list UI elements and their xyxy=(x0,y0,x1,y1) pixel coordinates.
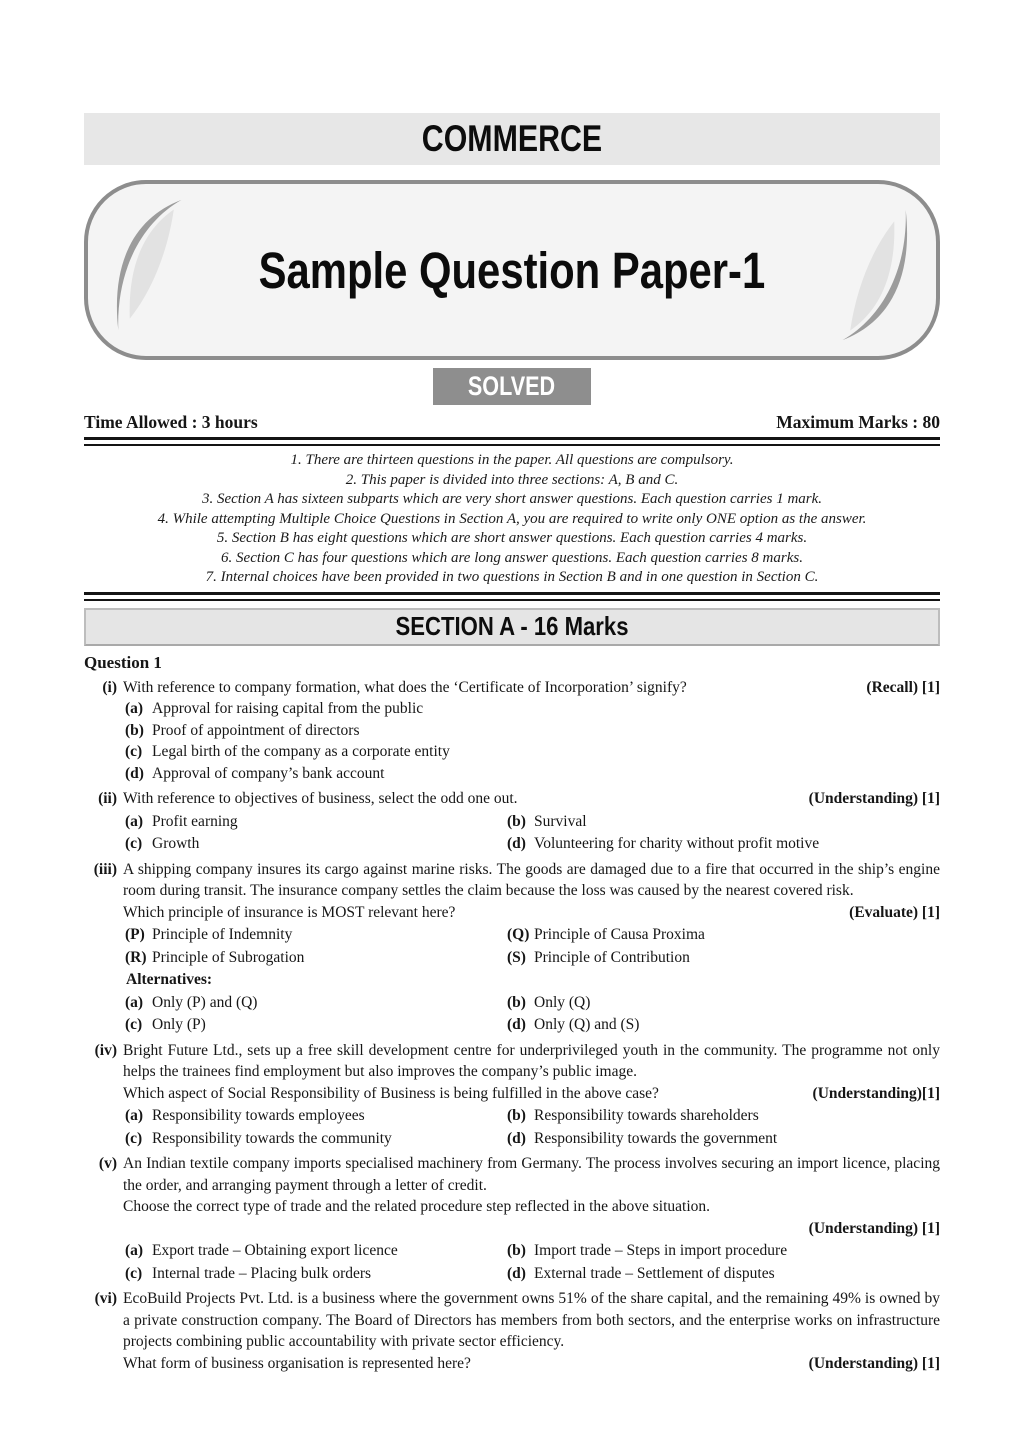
option-label: (b) xyxy=(507,1242,526,1259)
part-number: (vi) xyxy=(94,1290,117,1307)
statement-option-row xyxy=(123,924,940,946)
option-label: (c) xyxy=(125,1264,143,1282)
option-label: (b) xyxy=(507,812,526,830)
marks-tag: (Understanding) [1] xyxy=(808,1354,940,1372)
maximum-marks: Maximum Marks : 80 xyxy=(776,412,940,432)
instruction-line: 2. This paper is divided into three sections: A, B and C. xyxy=(345,471,679,488)
instruction-line: 7. Internal choices have been provided in two questions in Section B and in one question in Section C. xyxy=(205,569,819,585)
instruction-line: 5. Section B has eight questions which are short answer questions. Each question carries 4 marks. xyxy=(216,530,808,546)
meta-row xyxy=(84,412,940,433)
part-number: (ii) xyxy=(98,790,117,807)
option-text: Profit earning xyxy=(152,812,238,830)
solved-badge xyxy=(433,368,590,405)
option-label: (S) xyxy=(507,948,526,966)
option-text: Principle of Subrogation xyxy=(152,948,305,966)
swoosh-right-icon xyxy=(838,208,916,342)
time-allowed: Time Allowed : 3 hours xyxy=(84,412,258,432)
option-label: (c) xyxy=(125,1129,143,1147)
option-row xyxy=(123,811,940,833)
swoosh-left-icon xyxy=(108,198,186,332)
option-label: (b) xyxy=(507,993,526,1011)
solved-badge-label: SOLVED xyxy=(468,371,556,401)
option-label: (P) xyxy=(125,926,145,943)
question-part-iv xyxy=(84,1040,940,1150)
option-text: Legal birth of the company as a corporate entity xyxy=(152,743,450,760)
option-label: (a) xyxy=(125,993,144,1011)
option-text: Principle of Contribution xyxy=(534,948,690,966)
marks-tag: (Understanding)[1] xyxy=(812,1084,940,1102)
question-part-vi xyxy=(84,1288,940,1374)
option-text: Approval of company’s bank account xyxy=(152,764,385,782)
option-row xyxy=(123,1014,940,1036)
subject-title: COMMERCE xyxy=(421,118,603,159)
option-text: Responsibility towards employees xyxy=(152,1107,365,1124)
option-label: (c) xyxy=(125,1016,143,1033)
option-label: (a) xyxy=(125,700,144,717)
question-part-ii xyxy=(84,788,940,855)
section-a-title: SECTION A - 16 Marks xyxy=(395,611,629,641)
question-text: Which principle of insurance is MOST relevant here? xyxy=(123,903,456,921)
question-part-v xyxy=(84,1153,940,1284)
subject-bar xyxy=(84,113,940,165)
option-label: (d) xyxy=(507,1264,526,1282)
option-text: External trade – Settlement of disputes xyxy=(534,1264,775,1282)
marks-tag: (Understanding) [1] xyxy=(808,790,940,807)
option-row xyxy=(123,1128,940,1150)
option-label: (d) xyxy=(507,835,526,852)
question-1-heading: Question 1 xyxy=(84,652,162,672)
option-row xyxy=(123,833,940,855)
option-row xyxy=(123,741,940,763)
option-text: Responsibility towards the community xyxy=(152,1129,392,1147)
option-text: Only (P) xyxy=(152,1016,206,1033)
option-label: (a) xyxy=(125,1107,144,1124)
marks-tag: (Evaluate) [1] xyxy=(849,903,940,921)
statement-paragraph: An Indian textile company imports specialised machinery from Germany. The process involves securing an import licence, placing the order, and arranging payment through a letter of credit. xyxy=(123,1155,940,1194)
option-row xyxy=(123,763,940,785)
question-1-body xyxy=(84,677,940,1375)
part-number: (iv) xyxy=(94,1041,117,1059)
option-label: (a) xyxy=(125,812,144,830)
option-text: Only (P) and (Q) xyxy=(152,993,258,1011)
question-text: Which aspect of Social Responsibility of Business is being fulfilled in the above case? xyxy=(123,1084,659,1102)
option-text: Growth xyxy=(152,835,200,852)
paper-title-box xyxy=(84,180,940,360)
question-text: Choose the correct type of trade and the related procedure step reflected in the above situation. xyxy=(123,1198,711,1215)
instructions-list xyxy=(84,451,940,588)
option-text: Principle of Indemnity xyxy=(152,926,293,943)
option-label: (c) xyxy=(125,835,143,852)
question-text: What form of business organisation is represented here? xyxy=(123,1354,471,1372)
marks-tag: (Recall) [1] xyxy=(866,678,940,696)
option-row xyxy=(123,1263,940,1285)
option-label: (a) xyxy=(125,1242,144,1259)
instruction-line: 6. Section C has four questions which are long answer questions. Each question carries 8 marks. xyxy=(221,549,803,566)
question-text: With reference to objectives of business, select the odd one out. xyxy=(123,790,518,807)
question-part-iii xyxy=(84,859,940,1036)
option-label: (b) xyxy=(125,721,144,739)
option-row xyxy=(123,1105,940,1127)
instruction-line: 3. Section A has sixteen subparts which are very short answer questions. Each question carries 1 mark. xyxy=(201,491,823,507)
statement-paragraph: A shipping company insures its cargo against marine risks. The goods are damaged due to a fire that occurred in the ship’s engine room during transit. The insurance company settles the claim because the loss was caused by the nearest covered risk. xyxy=(123,860,940,899)
statement-paragraph: Bright Future Ltd., sets up a free skill development centre for underprivileged youth in the community. The programme not only helps the trainees find employment but also improves the company’s public image. xyxy=(123,1041,940,1080)
option-label: (Q) xyxy=(507,926,530,943)
option-text: Responsibility towards the government xyxy=(534,1129,778,1147)
option-text: Proof of appointment of directors xyxy=(152,721,360,739)
option-row xyxy=(123,1240,940,1262)
question-text: With reference to company formation, what does the ‘Certificate of Incorporation’ signify? xyxy=(123,678,687,696)
option-label: (d) xyxy=(125,764,144,782)
statement-option-row xyxy=(123,947,940,969)
option-text: Survival xyxy=(534,812,587,830)
option-text: Import trade – Steps in import procedure xyxy=(534,1242,788,1259)
option-text: Export trade – Obtaining export licence xyxy=(152,1242,398,1259)
option-text: Only (Q) xyxy=(534,993,591,1011)
option-text: Principle of Causa Proxima xyxy=(534,926,705,943)
option-text: Volunteering for charity without profit motive xyxy=(534,835,820,852)
option-text: Only (Q) and (S) xyxy=(534,1016,640,1033)
option-text: Approval for raising capital from the public xyxy=(152,700,424,717)
alternatives-heading: Alternatives: xyxy=(126,971,213,988)
paper-title: Sample Question Paper-1 xyxy=(258,241,766,299)
part-number: (iii) xyxy=(93,860,117,878)
option-label: (R) xyxy=(125,948,147,966)
option-row xyxy=(123,992,940,1014)
divider-rule-top xyxy=(84,437,940,446)
option-row xyxy=(123,720,940,742)
solved-row xyxy=(84,368,940,405)
instruction-line: 1. There are thirteen questions in the paper. All questions are compulsory. xyxy=(290,452,734,468)
option-text: Responsibility towards shareholders xyxy=(534,1107,759,1124)
instruction-line: 4. While attempting Multiple Choice Questions in Section A, you are required to write only ONE option as the answer. xyxy=(157,510,867,527)
divider-rule-bottom xyxy=(84,592,940,601)
part-number: (v) xyxy=(98,1155,117,1172)
statement-paragraph: EcoBuild Projects Pvt. Ltd. is a business where the government owns 51% of the share capital, and the remaining 49% is owned by a private construction company. The Board of Directors has members from both sectors, and the enterprise works on infrastructure projects combining public accountability with private sector efficiency. xyxy=(123,1290,940,1350)
option-label: (b) xyxy=(507,1107,526,1124)
option-row xyxy=(123,698,940,720)
marks-tag: (Understanding) [1] xyxy=(808,1219,940,1237)
part-number: (i) xyxy=(102,678,117,696)
option-text: Internal trade – Placing bulk orders xyxy=(152,1264,372,1282)
question-part-i xyxy=(84,677,940,785)
section-a-header xyxy=(84,608,940,646)
option-label: (d) xyxy=(507,1129,526,1147)
option-label: (c) xyxy=(125,743,143,760)
option-label: (d) xyxy=(507,1016,526,1033)
